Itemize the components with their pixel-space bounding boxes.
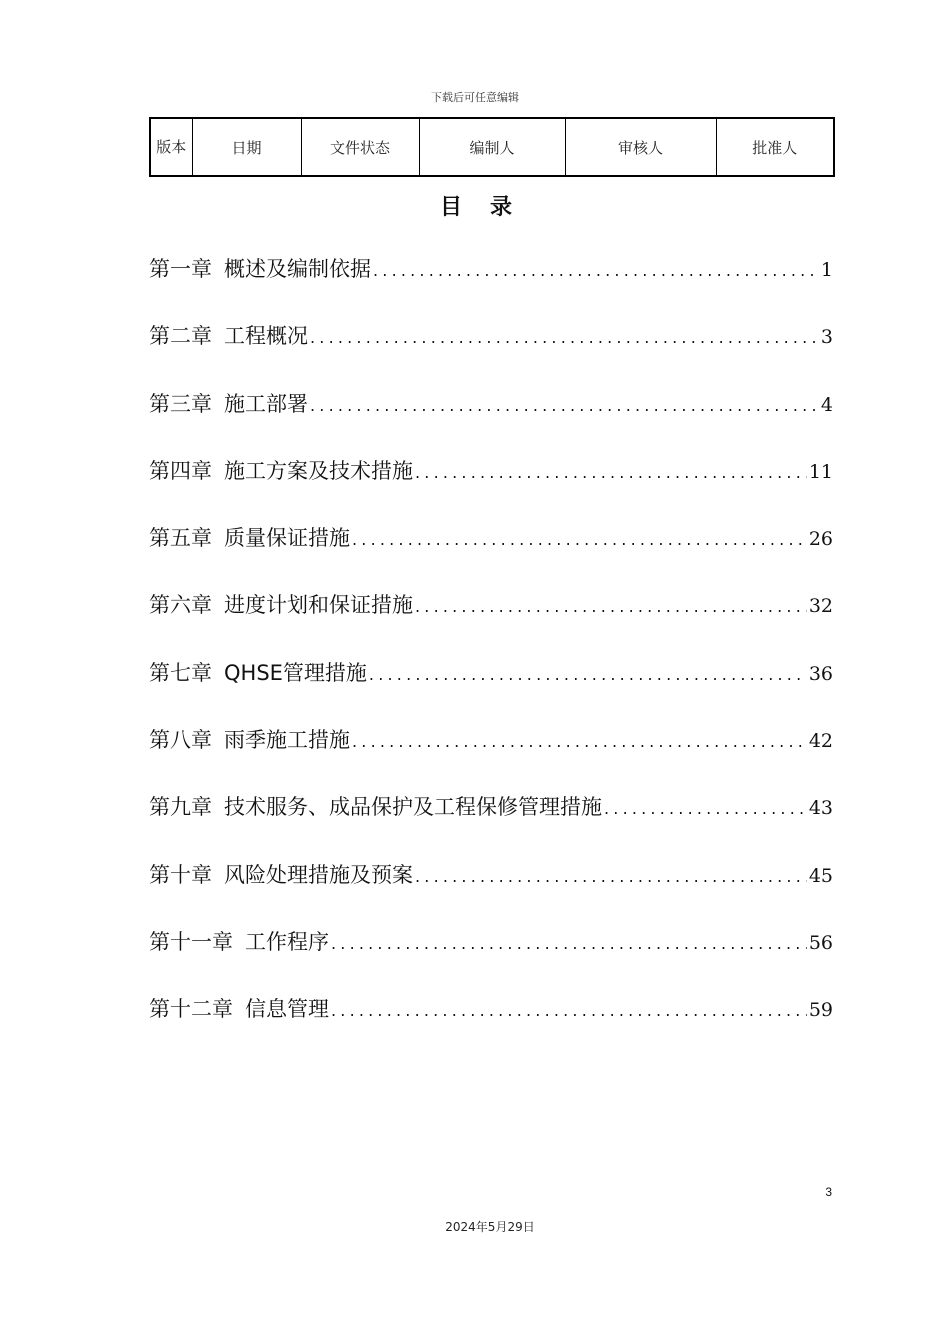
toc-leader-dots xyxy=(415,597,807,616)
footer-date: 2024年5月29日 xyxy=(445,1220,535,1234)
toc-leader-dots xyxy=(331,934,807,953)
toc-entry[interactable] xyxy=(149,455,833,522)
toc-page-number: 45 xyxy=(808,864,833,887)
toc-leader-dots xyxy=(415,867,807,886)
toc-chapter: 第四章 xyxy=(149,458,212,483)
toc-entry[interactable] xyxy=(149,993,833,1060)
toc-leader-dots xyxy=(373,261,819,280)
toc-page-number: 56 xyxy=(808,931,833,954)
version-header-cell: 版本 xyxy=(150,118,192,176)
toc-chapter: 第十章 xyxy=(149,862,212,887)
toc-leader-dots xyxy=(310,396,819,415)
toc-leader-dots xyxy=(604,799,807,818)
toc-entry-title: 质量保证措施 xyxy=(224,526,350,551)
toc-entry[interactable] xyxy=(149,926,833,993)
page-number: 3 xyxy=(825,1185,832,1199)
toc-title: 目录 xyxy=(439,195,540,220)
toc-page-number: 32 xyxy=(808,595,833,618)
toc-chapter: 第七章 xyxy=(149,660,212,685)
toc-entry-title: 风险处理措施及预案 xyxy=(224,862,413,887)
toc-chapter: 第六章 xyxy=(149,593,212,618)
toc-chapter: 第二章 xyxy=(149,324,212,349)
toc-chapter: 第三章 xyxy=(149,391,212,416)
toc-entry-title: 雨季施工措施 xyxy=(224,728,350,753)
toc-page-number: 43 xyxy=(808,797,833,820)
toc-leader-dots xyxy=(415,463,807,482)
toc-entry[interactable] xyxy=(149,253,833,320)
toc-entry-title: 施工方案及技术措施 xyxy=(224,458,413,483)
toc-entry[interactable] xyxy=(149,791,833,858)
toc-chapter: 第五章 xyxy=(149,526,212,551)
toc-entry[interactable] xyxy=(149,859,833,926)
version-table-header-row xyxy=(150,118,834,176)
toc-chapter: 第十二章 xyxy=(149,997,233,1022)
toc-chapter: 第九章 xyxy=(149,795,212,820)
prepared-by-header-cell: 编制人 xyxy=(419,118,565,176)
toc-entry-title: 进度计划和保证措施 xyxy=(224,593,413,618)
toc-chapter: 第十一章 xyxy=(149,929,233,954)
toc-leader-dots xyxy=(352,530,807,549)
toc-leader-dots xyxy=(310,328,819,347)
toc-entry-title: 工程概况 xyxy=(224,324,308,349)
toc-list xyxy=(149,253,833,1061)
toc-entry[interactable] xyxy=(149,320,833,387)
toc-entry-title: 信息管理 xyxy=(245,997,329,1022)
toc-entry[interactable] xyxy=(149,388,833,455)
date-header-cell: 日期 xyxy=(192,118,301,176)
toc-entry-title: 施工部署 xyxy=(224,391,308,416)
document-status-header-cell: 文件状态 xyxy=(301,118,419,176)
toc-page-number: 36 xyxy=(808,662,833,685)
toc-chapter: 第一章 xyxy=(149,257,212,281)
toc-page-number: 59 xyxy=(808,999,833,1022)
toc-entry[interactable] xyxy=(149,724,833,791)
toc-entry[interactable] xyxy=(149,657,833,724)
toc-page-number: 26 xyxy=(808,528,833,551)
toc-entry[interactable] xyxy=(149,522,833,589)
toc-page-number: 11 xyxy=(808,460,833,483)
toc-page-number: 42 xyxy=(808,730,833,753)
header-note: 下载后可任意编辑 xyxy=(431,91,519,104)
reviewed-by-header-cell: 审核人 xyxy=(565,118,716,176)
toc-entry-title: QHSE管理措施 xyxy=(224,660,367,685)
approved-by-header-cell: 批准人 xyxy=(716,118,834,176)
toc-leader-dots xyxy=(369,665,807,684)
toc-page-number: 4 xyxy=(820,393,833,416)
toc-leader-dots xyxy=(331,1001,807,1020)
toc-entry-title: 概述及编制依据 xyxy=(224,257,371,281)
toc-entry-title: 技术服务、成品保护及工程保修管理措施 xyxy=(224,795,602,820)
toc-page-number: 1 xyxy=(820,259,833,281)
toc-chapter: 第八章 xyxy=(149,728,212,753)
toc-entry-title: 工作程序 xyxy=(245,929,329,954)
toc-entry[interactable] xyxy=(149,589,833,656)
version-table xyxy=(149,117,835,177)
toc-page-number: 3 xyxy=(820,326,833,349)
toc-leader-dots xyxy=(352,732,807,751)
